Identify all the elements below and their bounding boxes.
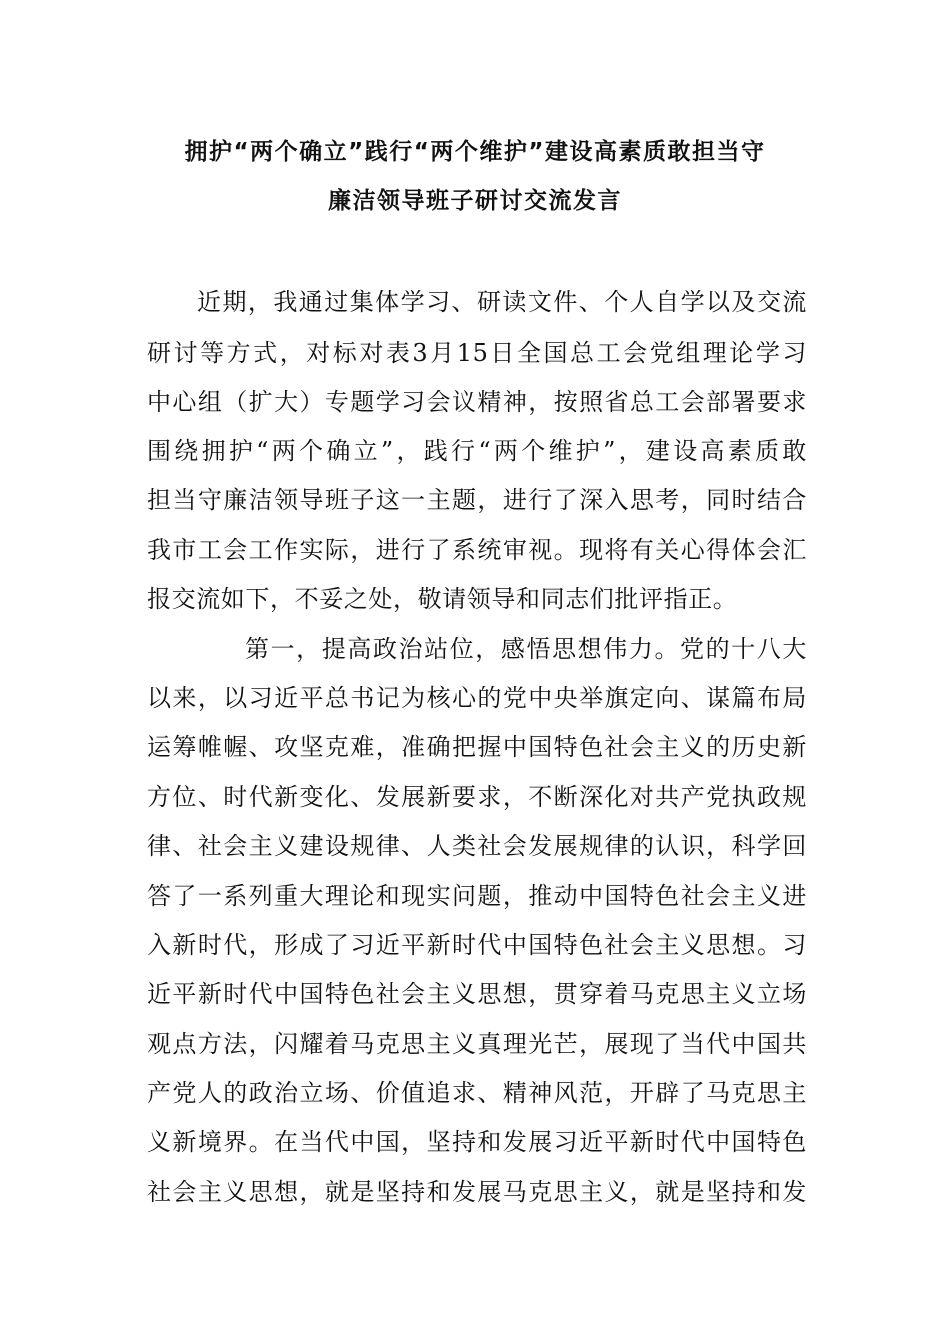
paragraph-2-line: 方位、时代新变化、发展新要求，不断深化对共产党执政规 xyxy=(147,783,807,811)
paragraph-2-line: 以来，以习近平总书记为核心的党中央举旗定向、谋篇布局 xyxy=(147,684,807,712)
paragraph-2-line: 入新时代，形成了习近平新时代中国特色社会主义思想。习 xyxy=(147,931,807,959)
paragraph-2-line: 观点方法，闪耀着马克思主义真理光芒，展现了当代中国共 xyxy=(147,1030,807,1058)
document-title-line-1: 拥护“两个确立”践行“两个维护”建设高素质敢担当守 xyxy=(184,139,766,165)
paragraph-1-line: 中心组（扩大）专题学习会议精神，按照省总工会部署要求 xyxy=(147,388,807,416)
paragraph-2-line: 第一，提高政治站位，感悟思想伟力。党的十八大 xyxy=(245,635,807,663)
paragraph-2-line: 律、社会主义建设规律、人类社会发展规律的认识，科学回 xyxy=(147,832,807,860)
paragraph-2-line: 产党人的政治立场、价值追求、精神风范，开辟了马克思主 xyxy=(147,1079,807,1107)
paragraph-2-line: 社会主义思想，就是坚持和发展马克思主义，就是坚持和发 xyxy=(147,1178,807,1206)
document-title-line-2: 廉洁领导班子研讨交流发言 xyxy=(328,188,622,214)
paragraph-1-line: 近期，我通过集体学习、研读文件、个人自学以及交流 xyxy=(197,288,807,316)
paragraph-1-line: 我市工会工作实际，进行了系统审视。现将有关心得体会汇 xyxy=(147,536,807,564)
paragraph-2-line: 答了一系列重大理论和现实问题，推动中国特色社会主义进 xyxy=(147,882,807,910)
paragraph-1-line: 担当守廉洁领导班子这一主题，进行了深入思考，同时结合 xyxy=(147,486,807,514)
paragraph-2-line: 近平新时代中国特色社会主义思想，贯穿着马克思主义立场 xyxy=(147,980,807,1008)
paragraph-1-line: 研讨等方式，对标对表3月15日全国总工会党组理论学习 xyxy=(147,339,807,367)
paragraph-2-line: 义新境界。在当代中国，坚持和发展习近平新时代中国特色 xyxy=(147,1128,807,1156)
paragraph-2-line: 运筹帷幄、攻坚克难，准确把握中国特色社会主义的历史新 xyxy=(147,733,807,761)
paragraph-1-line: 报交流如下，不妥之处，敬请领导和同志们批评指正。 xyxy=(147,585,738,613)
paragraph-1-line: 围绕拥护“两个确立”，践行“两个维护”，建设高素质敢 xyxy=(147,437,807,465)
